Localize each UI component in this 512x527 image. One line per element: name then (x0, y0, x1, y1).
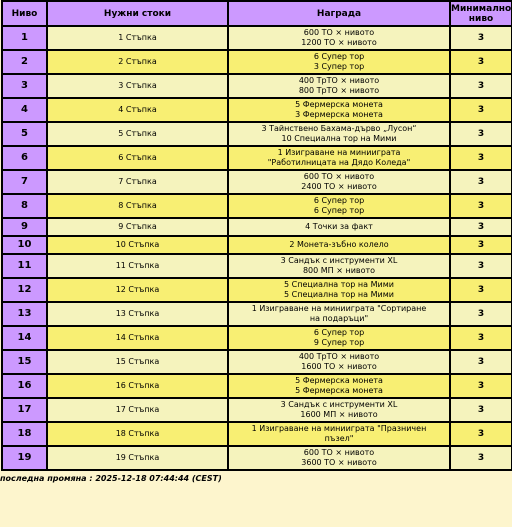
level-cell: 7 (2, 170, 47, 194)
min-level-cell: 3 (450, 398, 512, 422)
min-level-cell: 3 (450, 326, 512, 350)
level-cell: 9 (2, 218, 47, 236)
table-row (2, 398, 512, 422)
header-level: Ниво (2, 1, 47, 26)
items-cell: 4 Стъпка (47, 98, 228, 122)
reward-line: "Работилницата на Дядо Коледа" (267, 158, 411, 167)
reward-line: 600 TO × нивото (303, 172, 375, 181)
reward-cell (228, 146, 450, 170)
min-level-cell: 3 (450, 194, 512, 218)
last-modified: последна промяна : 2025-12-18 07:44:44 (CEST) (0, 474, 222, 483)
table-row (2, 26, 512, 50)
items-cell: 2 Стъпка (47, 50, 228, 74)
items-cell: 18 Стъпка (47, 422, 228, 446)
table-row (2, 278, 512, 302)
reward-line: 3 Фермерска монета (295, 110, 383, 119)
table-row (2, 146, 512, 170)
reward-cell (228, 26, 450, 50)
level-cell: 2 (2, 50, 47, 74)
min-level-cell: 3 (450, 422, 512, 446)
reward-line: пъзел" (324, 434, 354, 443)
reward-line: 2 Монета-зъбно колело (289, 240, 389, 249)
items-cell: 3 Стъпка (47, 74, 228, 98)
level-cell: 13 (2, 302, 47, 326)
reward-line: 5 Специална тор на Мими (284, 290, 394, 299)
items-cell: 13 Стъпка (47, 302, 228, 326)
min-level-cell: 3 (450, 374, 512, 398)
reward-cell (228, 446, 450, 470)
reward-line: 5 Фермерска монета (295, 376, 383, 385)
level-cell: 4 (2, 98, 47, 122)
level-cell: 15 (2, 350, 47, 374)
reward-cell (228, 50, 450, 74)
items-cell: 7 Стъпка (47, 170, 228, 194)
items-cell: 19 Стъпка (47, 446, 228, 470)
reward-line: 6 Супер тор (313, 328, 365, 337)
level-cell: 18 (2, 422, 47, 446)
reward-cell (228, 398, 450, 422)
items-cell: 12 Стъпка (47, 278, 228, 302)
table-header-row (2, 1, 512, 26)
min-level-cell: 3 (450, 26, 512, 50)
header-reward: Награда (228, 1, 450, 26)
reward-cell (228, 350, 450, 374)
min-level-cell: 3 (450, 254, 512, 278)
min-level-cell: 3 (450, 122, 512, 146)
reward-line: 6 Супер тор (313, 52, 365, 61)
reward-line: 10 Специална тор на Мими (281, 134, 397, 143)
table-row (2, 326, 512, 350)
reward-line: на подаръци" (309, 314, 369, 323)
items-cell: 9 Стъпка (47, 218, 228, 236)
table-row (2, 236, 512, 254)
reward-line: 1 Изиграване на минииграта "Празничен (251, 424, 427, 433)
min-level-cell: 3 (450, 350, 512, 374)
reward-line: 600 TO × нивото (303, 28, 375, 37)
reward-line: 3 Тайнствено Бахама-дърво „Лусон“ (261, 124, 417, 133)
table-row (2, 350, 512, 374)
reward-line: 4 Точки за факт (305, 222, 373, 231)
level-cell: 10 (2, 236, 47, 254)
min-level-cell: 3 (450, 302, 512, 326)
reward-line: 9 Супер тор (313, 338, 365, 347)
table-row (2, 170, 512, 194)
table-row (2, 446, 512, 470)
reward-cell (228, 374, 450, 398)
min-level-cell: 3 (450, 170, 512, 194)
table-row (2, 374, 512, 398)
items-cell: 16 Стъпка (47, 374, 228, 398)
level-cell: 16 (2, 374, 47, 398)
reward-line: 5 Фермерска монета (295, 100, 383, 109)
reward-cell (228, 302, 450, 326)
level-cell: 12 (2, 278, 47, 302)
items-cell: 14 Стъпка (47, 326, 228, 350)
reward-line: 1600 TO × нивото (301, 362, 377, 371)
level-cell: 6 (2, 146, 47, 170)
table-row (2, 74, 512, 98)
reward-cell (228, 218, 450, 236)
table-row (2, 254, 512, 278)
reward-line: 1600 МП × нивото (300, 410, 378, 419)
min-level-cell: 3 (450, 146, 512, 170)
reward-line: 800 МП × нивото (302, 266, 376, 275)
reward-line: 600 TO × нивото (303, 448, 375, 457)
level-cell: 3 (2, 74, 47, 98)
reward-line: 6 Супер тор (313, 196, 365, 205)
header-items: Нужни стоки (47, 1, 228, 26)
table-row (2, 422, 512, 446)
items-cell: 17 Стъпка (47, 398, 228, 422)
items-cell: 11 Стъпка (47, 254, 228, 278)
reward-line: 5 Фермерска монета (295, 386, 383, 395)
reward-cell (228, 422, 450, 446)
reward-cell (228, 194, 450, 218)
reward-line: 5 Специална тор на Мими (284, 280, 394, 289)
level-cell: 17 (2, 398, 47, 422)
items-cell: 15 Стъпка (47, 350, 228, 374)
table-row (2, 50, 512, 74)
reward-line: 800 ТрТО × нивото (298, 86, 380, 95)
level-cell: 5 (2, 122, 47, 146)
levels-table (1, 0, 512, 471)
items-cell: 5 Стъпка (47, 122, 228, 146)
table-row (2, 122, 512, 146)
reward-line: 1200 TO × нивото (301, 38, 377, 47)
reward-line: 400 ТрТО × нивото (298, 352, 380, 361)
reward-line: 1 Изиграване на минииграта "Сортиране (251, 304, 427, 313)
reward-cell (228, 74, 450, 98)
reward-cell (228, 236, 450, 254)
table-row (2, 302, 512, 326)
level-cell: 14 (2, 326, 47, 350)
level-cell: 11 (2, 254, 47, 278)
items-cell: 1 Стъпка (47, 26, 228, 50)
reward-cell (228, 122, 450, 146)
level-cell: 8 (2, 194, 47, 218)
items-cell: 8 Стъпка (47, 194, 228, 218)
reward-line: 6 Супер тор (313, 206, 365, 215)
min-level-cell: 3 (450, 74, 512, 98)
items-cell: 10 Стъпка (47, 236, 228, 254)
reward-cell (228, 170, 450, 194)
reward-line: 3 Супер тор (313, 62, 365, 71)
level-cell: 1 (2, 26, 47, 50)
reward-line: 2400 TO × нивото (301, 182, 377, 191)
min-level-cell: 3 (450, 278, 512, 302)
min-level-cell: 3 (450, 98, 512, 122)
level-cell: 19 (2, 446, 47, 470)
reward-cell (228, 254, 450, 278)
min-level-cell: 3 (450, 218, 512, 236)
reward-line: 3600 TO × нивото (301, 458, 377, 467)
table-row (2, 218, 512, 236)
reward-cell (228, 326, 450, 350)
table-row (2, 194, 512, 218)
reward-line: 3 Сандък с инструменти XL (280, 256, 398, 265)
reward-cell (228, 278, 450, 302)
reward-line: 1 Изиграване на минииграта (277, 148, 401, 157)
reward-line: 3 Сандък с инструменти XL (280, 400, 398, 409)
reward-line: 400 ТрТО × нивото (298, 76, 380, 85)
min-level-cell: 3 (450, 50, 512, 74)
min-level-cell: 3 (450, 236, 512, 254)
reward-cell (228, 98, 450, 122)
table-row (2, 98, 512, 122)
header-min-level: Минимално ниво (450, 1, 512, 26)
items-cell: 6 Стъпка (47, 146, 228, 170)
min-level-cell: 3 (450, 446, 512, 470)
table-body (2, 26, 512, 470)
